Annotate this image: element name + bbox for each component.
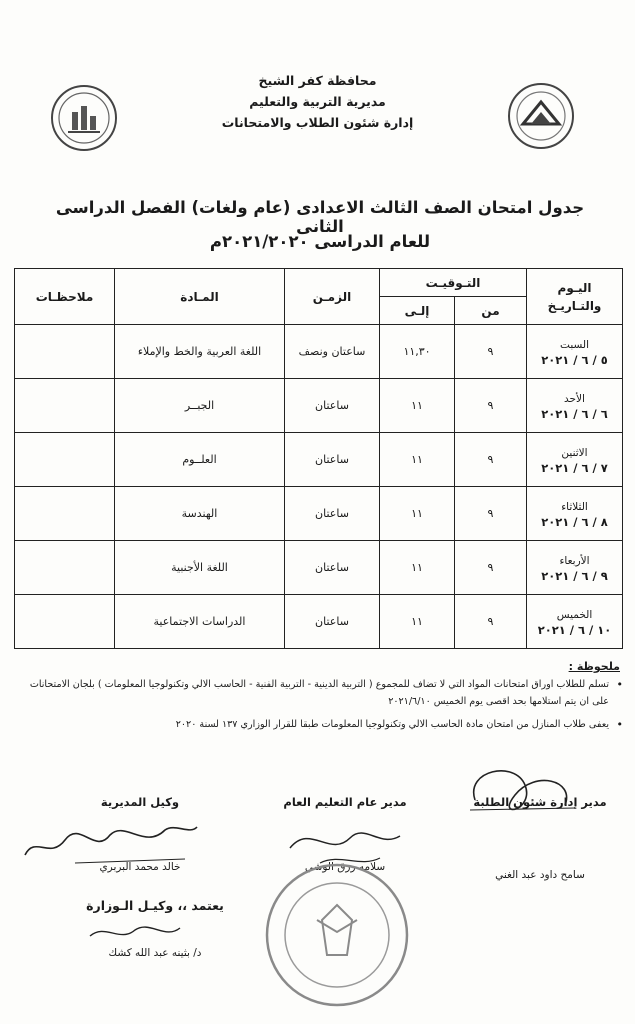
exam-schedule-table xyxy=(14,268,623,649)
row-date: ٥ / ٦ / ٢٠٢١ xyxy=(541,352,608,367)
header-subject: المـادة xyxy=(115,269,285,325)
row-subject: العلــوم xyxy=(115,433,285,487)
table-row xyxy=(15,325,623,379)
row-to: ١١ xyxy=(380,541,455,595)
row-to: ١١ xyxy=(380,433,455,487)
note-item: • تسلم للطلاب اوراق امتحانات المواد التي لا تضاف للمجموع ( التربية الدينية - التربية الفنية - الحاسب الالي وتكنولوجيا المعلومات ) بلجان الامتحانات على ان يتم استلامها بحد اقصى يوم الخميس ٢٠٢١/٦/١٠ xyxy=(24,676,609,710)
row-day: الأربعاء xyxy=(559,554,590,567)
signature-title: مدير عام التعليم العام xyxy=(283,795,407,809)
row-from: ٩ xyxy=(455,487,527,541)
directorate-name: مديرية التربية والتعليم xyxy=(249,94,386,109)
note-item: • يعفى طلاب المنازل من امتحان مادة الحاسب الالي وتكنولوجيا المعلومات طبقا للقرار الوزاري ١٣٧ لسنة ٢٠٢٠ xyxy=(24,716,609,733)
signature-scribble-right-icon xyxy=(455,760,585,830)
header-from: من xyxy=(455,297,527,325)
table-row xyxy=(15,595,623,649)
row-subject: الجبــر xyxy=(115,379,285,433)
signature-title: وكيل المديرية xyxy=(100,795,180,809)
header-to: إلـى xyxy=(380,297,455,325)
directorate-logo-icon xyxy=(48,82,120,154)
row-from: ٩ xyxy=(455,379,527,433)
row-duration: ساعتان xyxy=(285,595,380,649)
row-to: ١١,٣٠ xyxy=(380,325,455,379)
row-from: ٩ xyxy=(455,595,527,649)
department-name: إدارة شئون الطلاب والامتحانات xyxy=(221,115,414,130)
signature-name: خالد محمد البربري xyxy=(99,861,181,873)
table-row xyxy=(15,541,623,595)
header-timing: التـوقيـت xyxy=(380,269,527,297)
row-notes xyxy=(15,433,115,487)
row-date: ١٠ / ٦ / ٢٠٢١ xyxy=(537,622,612,637)
row-from: ٩ xyxy=(455,433,527,487)
academic-year: للعام الدراسى ٢٠٢١/٢٠٢٠م xyxy=(209,232,431,251)
table-row xyxy=(15,379,623,433)
row-date: ٩ / ٦ / ٢٠٢١ xyxy=(541,568,608,583)
header-duration: الزمـن xyxy=(285,269,380,325)
signature-scribble-approve-icon xyxy=(80,918,190,948)
signature-name: سامح داود عبد الغني xyxy=(495,869,585,881)
signature-name: سلامه رزق الوشي xyxy=(304,861,386,873)
row-duration: ساعتان xyxy=(285,541,380,595)
row-date: ٨ / ٦ / ٢٠٢١ xyxy=(541,514,608,529)
row-notes xyxy=(15,379,115,433)
signature-title: يعتمد ،، وكيـل الـوزارة xyxy=(86,898,224,913)
row-to: ١١ xyxy=(380,487,455,541)
row-day: الاثنين xyxy=(561,446,588,459)
schedule-title: جدول امتحان الصف الثالث الاعدادى (عام ولغات) الفصل الدراسى الثانى xyxy=(55,198,585,236)
row-notes xyxy=(15,595,115,649)
row-subject: الهندسة xyxy=(115,487,285,541)
row-day: الخميس xyxy=(556,608,593,621)
row-day: الثلاثاء xyxy=(561,500,588,513)
row-duration: ساعتان xyxy=(285,433,380,487)
table-row xyxy=(15,487,623,541)
table-row xyxy=(15,433,623,487)
signature-scribble-left-icon xyxy=(15,815,205,870)
governorate-name: محافظة كفر الشيخ xyxy=(258,73,377,88)
row-from: ٩ xyxy=(455,541,527,595)
row-day: السبت xyxy=(560,338,589,351)
row-notes xyxy=(15,487,115,541)
header-notes: ملاحظـات xyxy=(15,269,115,325)
official-stamp-icon xyxy=(262,860,412,1010)
row-notes xyxy=(15,325,115,379)
row-duration: ساعتان ونصف xyxy=(285,325,380,379)
row-day: الأحد xyxy=(564,392,585,405)
row-subject: اللغة العربية والخط والإملاء xyxy=(115,325,285,379)
signature-title: مدير إدارة شئون الطلبة xyxy=(473,795,607,809)
row-to: ١١ xyxy=(380,379,455,433)
row-to: ١١ xyxy=(380,595,455,649)
signature-name: د/ بثينه عبد الله كشك xyxy=(108,947,202,959)
notes-list xyxy=(24,676,627,733)
header-day-date: اليـوم والتـاريـخ xyxy=(527,269,623,325)
row-date: ٧ / ٦ / ٢٠٢١ xyxy=(541,460,608,475)
row-subject: اللغة الأجنبية xyxy=(115,541,285,595)
notes-heading: ملحوظة : xyxy=(568,660,620,673)
header-block xyxy=(200,70,435,133)
row-duration: ساعتان xyxy=(285,379,380,433)
row-subject: الدراسات الاجتماعية xyxy=(115,595,285,649)
ministry-logo-icon xyxy=(505,80,577,152)
row-notes xyxy=(15,541,115,595)
row-duration: ساعتان xyxy=(285,487,380,541)
row-from: ٩ xyxy=(455,325,527,379)
row-date: ٦ / ٦ / ٢٠٢١ xyxy=(541,406,608,421)
